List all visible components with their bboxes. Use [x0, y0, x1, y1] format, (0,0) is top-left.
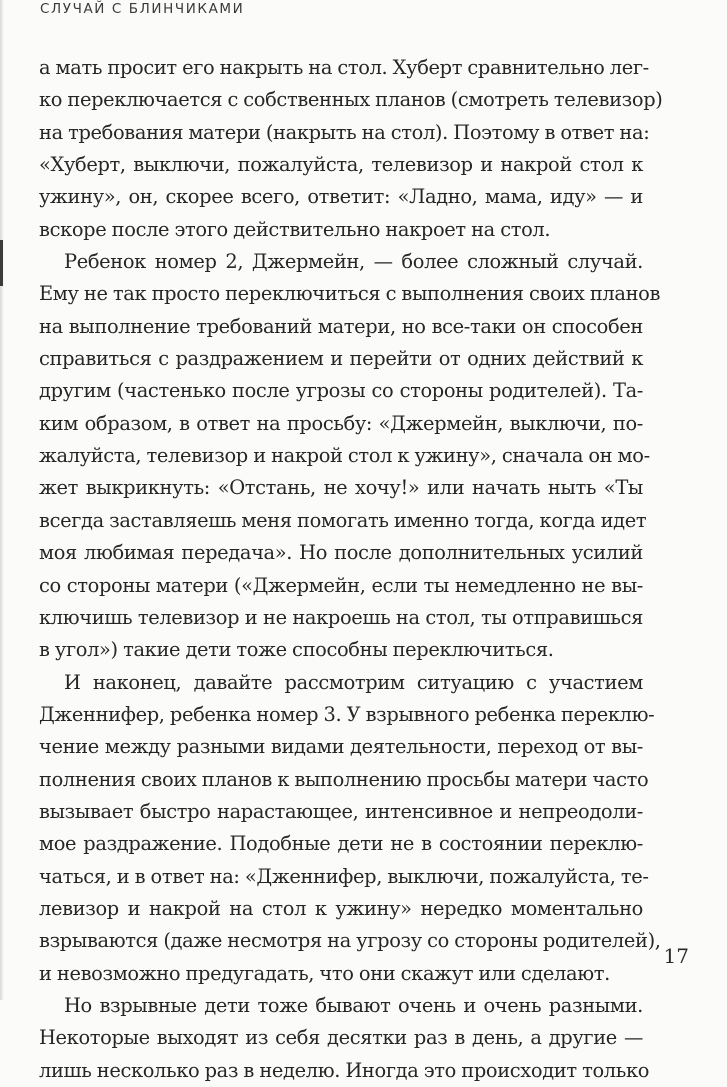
text-line: жалуйста, телевизор и накрой стол к ужину», сначала он мо-	[39, 444, 650, 468]
text-line: ключишь телевизор и не накроешь на стол, ты отправишься	[39, 605, 643, 629]
text-line: на требования матери (накрыть на стол). Поэтому в ответ на:	[39, 120, 650, 144]
paragraph-first-line: И наконец, давайте рассмотрим ситуацию с участием	[64, 670, 643, 694]
text-line: полнения своих планов к выполнению просьбы матери часто	[39, 767, 649, 791]
spine-shadow	[0, 0, 4, 1000]
text-line: Некоторые выходят из себя десятки раз в день, а другие —	[39, 1026, 643, 1050]
text-line: мое раздражение. Подобные дети не в состоянии переклю-	[39, 832, 643, 856]
text-line: другим (частенько после угрозы со стороны родителей). Та-	[39, 379, 643, 403]
text-line: со стороны матери («Джермейн, если ты немедленно не вы-	[39, 573, 643, 597]
text-line: ким образом, в ответ на просьбу: «Джермейн, выключи, по-	[39, 411, 643, 435]
text-line: ко переключается с собственных планов (смотреть телевизор)	[39, 88, 663, 112]
text-line: чение между разными видами деятельности, переход от вы-	[39, 735, 643, 759]
text-line: ужину», он, скорее всего, ответит: «Ладно, мама, иду» — и	[39, 185, 643, 209]
text-line: взрываются (даже несмотря на угрозу со стороны родителей),	[39, 929, 661, 953]
page-number: 17	[663, 944, 689, 968]
text-line: Дженнифер, ребенка номер 3. У взрывного ребенка переклю-	[39, 702, 655, 726]
text-line: вызывает быстро нарастающее, интенсивное и непреодоли-	[39, 799, 643, 823]
text-line: Ему не так просто переключиться с выполнения своих планов	[39, 282, 661, 306]
spine-mark	[0, 240, 3, 286]
text-line: чаться, и в ответ на: «Дженнифер, выключи, пожалуйста, те-	[39, 864, 649, 888]
text-line: и невозможно предугадать, что они скажут или сделают.	[39, 961, 610, 985]
paragraph-first-line: Но взрывные дети тоже бывают очень и очень разными.	[64, 993, 643, 1017]
body-text	[39, 52, 663, 1087]
text-line: левизор и накрой на стол к ужину» нередко моментально	[39, 896, 643, 920]
running-head: СЛУЧАЙ С БЛИНЧИКАМИ	[40, 1, 245, 17]
text-line: справиться с раздражением и перейти от одних действий к	[39, 347, 643, 371]
text-line: на выполнение требований матери, но все-таки он способен	[39, 314, 643, 338]
text-line: а мать просит его накрыть на стол. Хуберт сравнительно лег-	[39, 56, 649, 79]
text-line: вскоре после этого действительно накроет на стол.	[39, 217, 551, 241]
text-line: в угол») такие дети тоже способны переключиться.	[39, 638, 554, 662]
text-line: жет выкрикнуть: «Отстань, не хочу!» или начать ныть «Ты	[39, 476, 643, 500]
text-line: моя любимая передача». Но после дополнительных усилий	[39, 541, 643, 565]
paragraph-first-line: Ребенок номер 2, Джермейн, — более сложный случай.	[64, 250, 643, 274]
text-line: всегда заставляешь меня помогать именно тогда, когда идет	[39, 508, 647, 532]
text-line: «Хуберт, выключи, пожалуйста, телевизор и накрой стол к	[39, 153, 643, 177]
text-line: лишь несколько раз в неделю. Иногда это происходит только	[39, 1058, 650, 1082]
